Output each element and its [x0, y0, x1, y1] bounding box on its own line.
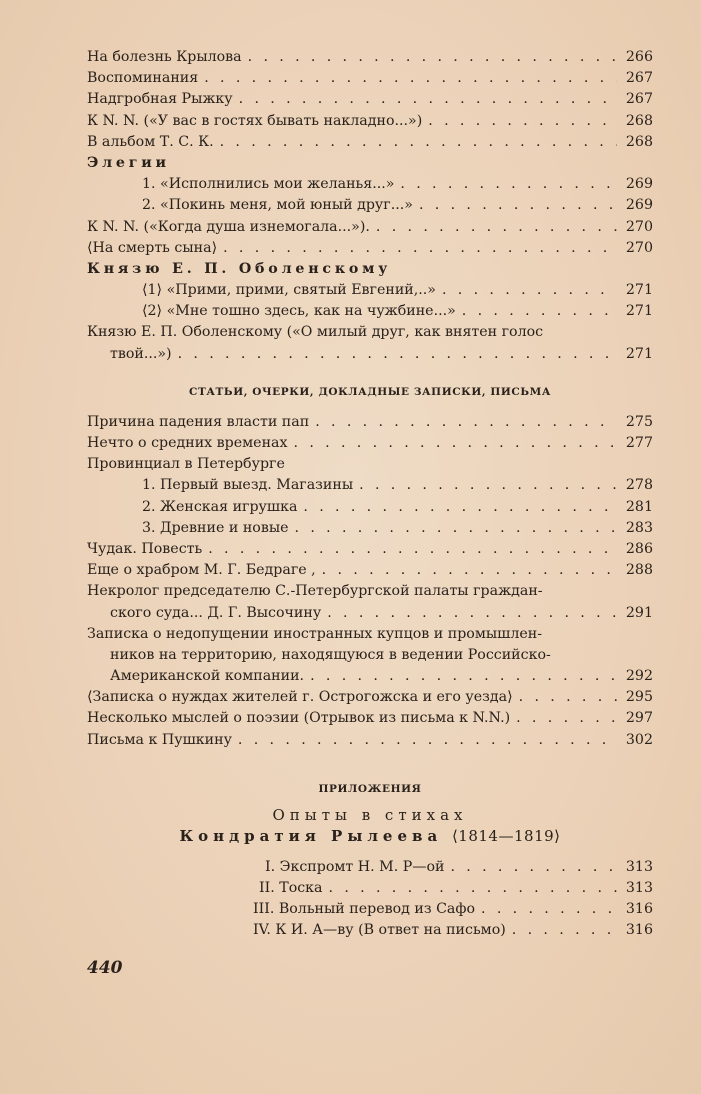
toc-entry — [87, 603, 653, 624]
entry-page: 302 — [625, 731, 653, 748]
entry-title: Чудак. Повесть — [87, 540, 203, 557]
toc-entry — [87, 518, 653, 539]
toc-entry — [87, 878, 653, 899]
dot-leader — [327, 603, 617, 624]
entry-page: 270 — [625, 218, 653, 235]
toc-entry — [87, 687, 653, 708]
entry-page: 267 — [625, 91, 653, 108]
dot-leader — [359, 475, 617, 496]
toc-entry — [87, 730, 653, 751]
toc-entry — [87, 539, 653, 560]
entry-title: Еще о храбром М. Г. Бедраге , — [87, 562, 316, 579]
entry-page: 268 — [625, 133, 653, 150]
entry-title-text: К И. А—ву (В ответ на письмо) — [275, 922, 506, 939]
roman-numeral: I. — [265, 858, 276, 875]
toc-entry — [87, 238, 653, 259]
appendix-subtitle-line1: Опыты в стихах — [272, 805, 468, 824]
entry-title-line: Записка о недопущении иностранных купцов и промышлен- — [87, 625, 542, 642]
dot-leader — [295, 518, 617, 539]
dot-leader — [208, 539, 617, 560]
entry-title: Надгробная Рыжку — [87, 91, 233, 108]
toc-entry — [87, 666, 653, 687]
dot-leader — [238, 730, 617, 751]
toc-entry — [87, 560, 653, 581]
entry-page: 268 — [625, 112, 653, 129]
entry-title: ⟨2⟩ «Мне тошно здесь, как на чужбине...» — [142, 303, 456, 320]
entry-page: 288 — [625, 562, 653, 579]
dot-leader — [315, 412, 617, 433]
entry-page: 270 — [625, 239, 653, 256]
entry-page: 275 — [625, 413, 653, 430]
entry-page: 295 — [625, 689, 653, 706]
entry-page: 283 — [625, 519, 653, 536]
toc-entry — [87, 412, 653, 433]
dot-leader — [419, 195, 617, 216]
entry-page: 316 — [625, 922, 653, 939]
dot-leader — [512, 920, 617, 941]
entry-title: 3. Древние и новые — [142, 519, 289, 536]
entry-title-line: ского суда... Д. Г. Высочину — [110, 604, 322, 621]
dot-leader — [294, 433, 618, 454]
toc-entry — [87, 280, 653, 301]
toc-entry — [87, 174, 653, 195]
toc-entry — [87, 195, 653, 216]
entry-page: 292 — [625, 668, 653, 685]
toc-entry — [87, 217, 653, 238]
entry-title: Воспоминания — [87, 70, 199, 87]
toc-entry — [87, 132, 653, 153]
dot-leader — [322, 560, 617, 581]
entry-page: 313 — [625, 880, 653, 896]
toc-entry — [87, 899, 653, 920]
dot-leader — [519, 687, 617, 708]
appendix-subtitle-line2 — [87, 826, 653, 847]
entry-title: Причина падения власти пап — [87, 413, 310, 430]
entry-title-text: Вольный перевод из Сафо — [278, 901, 476, 918]
entry-page: 271 — [625, 282, 653, 299]
toc-entry — [87, 47, 653, 68]
entry-page: 297 — [625, 710, 653, 727]
dot-leader — [223, 238, 617, 259]
dot-leader — [303, 497, 617, 518]
table-of-contents — [87, 47, 653, 942]
entry-page: 313 — [625, 858, 653, 875]
entry-title: Несколько мыслей о поэзии (Отрывок из письма к N.N.) — [87, 710, 511, 727]
toc-entry — [87, 89, 653, 110]
entry-title: Письма к Пушкину — [87, 731, 232, 748]
dot-leader — [310, 666, 617, 687]
toc-entry — [87, 497, 653, 518]
toc-entry — [87, 433, 653, 454]
entry-title — [253, 899, 475, 920]
entry-title: ⟨1⟩ «Прими, прими, святый Евгений,..» — [142, 282, 436, 299]
entry-title: К N. N. («Когда душа изнемогала...»). — [87, 218, 370, 235]
appendix-author: Кондратия Рылеева — [179, 826, 443, 845]
entry-page: 271 — [625, 303, 653, 320]
entry-title: В альбом Т. С. К. — [87, 133, 214, 150]
entry-page: 281 — [625, 498, 653, 515]
toc-entry — [87, 68, 653, 89]
entry-title: 2. Женская игрушка — [142, 498, 298, 515]
entry-page: 269 — [625, 197, 653, 214]
appendix-years: ⟨1814—1819⟩ — [451, 826, 561, 845]
entry-title: К N. N. («У вас в гостях бывать накладно...») — [87, 112, 423, 129]
dot-leader — [220, 132, 617, 153]
toc-entry — [87, 708, 653, 729]
entry-title-line: твой...») — [110, 345, 172, 362]
dot-leader — [239, 89, 617, 110]
entry-title: На болезнь Крылова — [87, 49, 242, 65]
entry-page: 269 — [625, 176, 653, 193]
toc-entry — [87, 301, 653, 322]
entry-title-line: Американской компании. — [110, 668, 305, 685]
toc-entry — [87, 857, 653, 878]
entry-title — [265, 857, 444, 878]
entry-page: 266 — [625, 49, 653, 65]
dot-leader — [462, 301, 617, 322]
entry-page: 267 — [625, 70, 653, 87]
group-heading-obolensky: Князю Е. П. Оболенскому — [87, 260, 392, 277]
section-heading-articles: СТАТЬИ, ОЧЕРКИ, ДОКЛАДНЫЕ ЗАПИСКИ, ПИСЬМА — [189, 385, 551, 398]
entry-page: 316 — [625, 901, 653, 918]
section-heading-appendix: ПРИЛОЖЕНИЯ — [318, 782, 422, 795]
dot-leader — [248, 47, 617, 68]
entry-title-line: Князю Е. П. Оболенскому («О милый друг, как внятен голос — [87, 324, 544, 341]
dot-leader — [516, 708, 617, 729]
toc-entry — [87, 475, 653, 496]
entry-page: 271 — [625, 345, 653, 362]
entry-title: 1. «Исполнились мои желанья...» — [142, 176, 395, 193]
roman-numeral: IV. — [253, 922, 271, 939]
entry-title: ⟨На смерть сына⟩ — [87, 239, 218, 256]
roman-numeral: III. — [253, 901, 275, 918]
entry-title: 2. «Покинь меня, мой юный друг...» — [142, 197, 413, 214]
entry-title — [253, 920, 506, 941]
dot-leader — [329, 878, 617, 899]
dot-leader — [481, 899, 617, 920]
entry-page: 286 — [625, 540, 653, 557]
toc-entry — [87, 344, 653, 365]
entry-title — [259, 878, 323, 899]
entry-page: 278 — [625, 477, 653, 494]
entry-title-line: ников на территорию, находящуюся в ведении Российско- — [110, 646, 551, 663]
dot-leader — [400, 174, 617, 195]
entry-page: 291 — [625, 604, 653, 621]
toc-entry — [87, 920, 653, 941]
dot-leader — [428, 111, 617, 132]
group-heading-provincial: Провинциал в Петербурге — [87, 456, 285, 473]
dot-leader — [442, 280, 617, 301]
dot-leader — [376, 217, 617, 238]
entry-title: ⟨Записка о нуждах жителей г. Острогожска и его уезда⟩ — [87, 689, 513, 706]
entry-title-text: Экспромт Н. М. Р—ой — [279, 858, 445, 875]
roman-numeral: II. — [259, 880, 275, 896]
page-number: 440 — [87, 958, 123, 978]
entry-title-line: Некролог председателю С.-Петербургской палаты граждан- — [87, 583, 543, 600]
entry-title: Нечто о средних временах — [87, 435, 288, 451]
entry-title-text: Тоска — [279, 880, 323, 896]
toc-entry — [87, 111, 653, 132]
dot-leader — [450, 857, 617, 878]
entry-title: 1. Первый выезд. Магазины — [142, 477, 354, 494]
group-heading-elegii: Элегии — [87, 154, 170, 171]
dot-leader — [204, 68, 617, 89]
dot-leader — [178, 344, 617, 365]
entry-page: 277 — [625, 435, 653, 451]
